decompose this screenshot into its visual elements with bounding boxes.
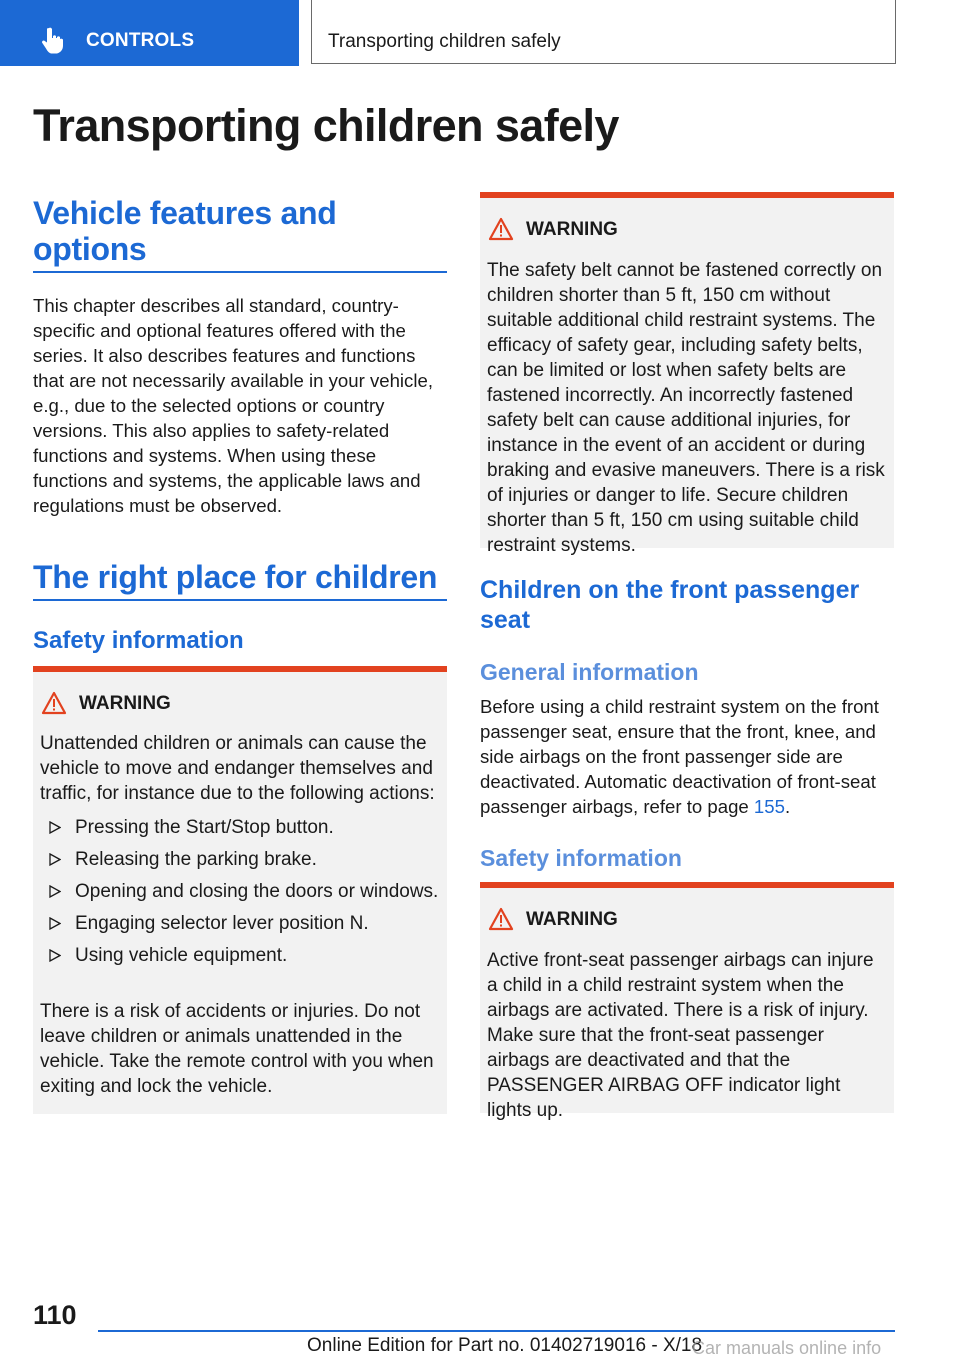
section-label: CONTROLS <box>86 30 195 51</box>
list-item: Pressing the Start/Stop button. <box>40 815 442 840</box>
page-number: 110 <box>33 1300 77 1330</box>
watermark: Car manuals online info <box>692 1338 882 1358</box>
footer-edition: Online Edition for Part no. 01402719016 - X/18 <box>307 1335 703 1356</box>
vehicle-features-rule <box>33 271 447 273</box>
list-item: Releasing the parking brake. <box>40 847 442 872</box>
section-tab-controls[interactable] <box>0 0 299 66</box>
safety-info-heading-right: Safety information <box>480 845 682 871</box>
vehicle-features-text: This chapter describes all standard, country-specific and optional features offered with the series. It also describes features and functions that are not necessarily available in your vehicle, e.g., due to the selected options or country versions. This also applies to safety-related functions and systems. When using these functions and systems, the applicable laws and regulations must be observed. <box>33 295 433 516</box>
right-place-rule <box>33 599 447 601</box>
bullet-triangle-icon <box>49 949 61 962</box>
bullet-triangle-icon <box>49 821 61 834</box>
list-item: Using vehicle equipment. <box>40 943 442 968</box>
front-seat-heading: Children on the front passenger seat <box>480 576 860 634</box>
list-item: Engaging selector lever position N. <box>40 911 442 936</box>
warning-intro: Unattended children or animals can cause the vehicle to move and endanger themselves and traffic, for instance due to the following actions: <box>40 733 435 804</box>
bullet-triangle-icon <box>49 885 61 898</box>
general-info-heading: General information <box>480 659 699 685</box>
warning-action-list <box>40 815 442 975</box>
general-info-text: Before using a child restraint system on the front passenger seat, ensure that the front, knee, and side airbags on the front passenger side are deactivated. Automatic deactivation of front-seat passenger airbags, refer to page 155. <box>480 696 879 817</box>
warning-label: WARNING <box>526 219 618 240</box>
warning-outro: There is a risk of accidents or injuries. Do not leave children or animals unattended in the vehicle. Take the remote control with you when exiting and lock the vehicle. <box>40 1001 434 1097</box>
topic-label: Transporting children safely <box>328 31 561 52</box>
hand-pointer-icon <box>38 26 66 54</box>
warning-box-safety-belt <box>480 192 894 556</box>
warning-box-unattended <box>33 666 447 1114</box>
topic-header <box>311 0 896 64</box>
vehicle-features-heading: Vehicle features and options <box>33 195 337 267</box>
list-item: Opening and closing the doors or windows. <box>40 879 442 904</box>
safety-info-heading-left: Safety information <box>33 627 244 654</box>
bullet-triangle-icon <box>49 853 61 866</box>
warning-label: WARNING <box>526 909 618 930</box>
warning-belt-text: The safety belt cannot be fastened correctly on children shorter than 5 ft, 150 cm without suitable additional child restraint systems. The efficacy of safety gear, including safety belts, can be limited or lost when safety belts are fastened incorrectly. An incorrectly fastened safety belt can cause additional injuries, for instance in the event of an accident or during braking and evasive maneuvers. There is a risk of injuries or danger to life. Secure children shorter than 5 ft, 150 cm using suitable child restraint systems. <box>487 260 885 556</box>
warning-triangle-icon <box>488 217 514 241</box>
footer-rule <box>98 1330 895 1332</box>
warning-airbag-text: Active front-seat passenger airbags can injure a child in a child restraint system when the airbags are activated. There is a risk of injury. Make sure that the front-seat passenger airbags are deactivated and that the PASSENGER AIRBAG OFF indicator light lights up. <box>487 950 874 1121</box>
warning-box-airbag <box>480 882 894 1121</box>
warning-triangle-icon <box>41 691 67 715</box>
warning-label: WARNING <box>79 693 171 714</box>
page-title: Transporting children safely <box>33 100 619 151</box>
bullet-triangle-icon <box>49 917 61 930</box>
page-link-155[interactable]: 155 <box>753 796 785 817</box>
right-place-heading: The right place for children <box>33 559 438 595</box>
warning-triangle-icon <box>488 907 514 931</box>
